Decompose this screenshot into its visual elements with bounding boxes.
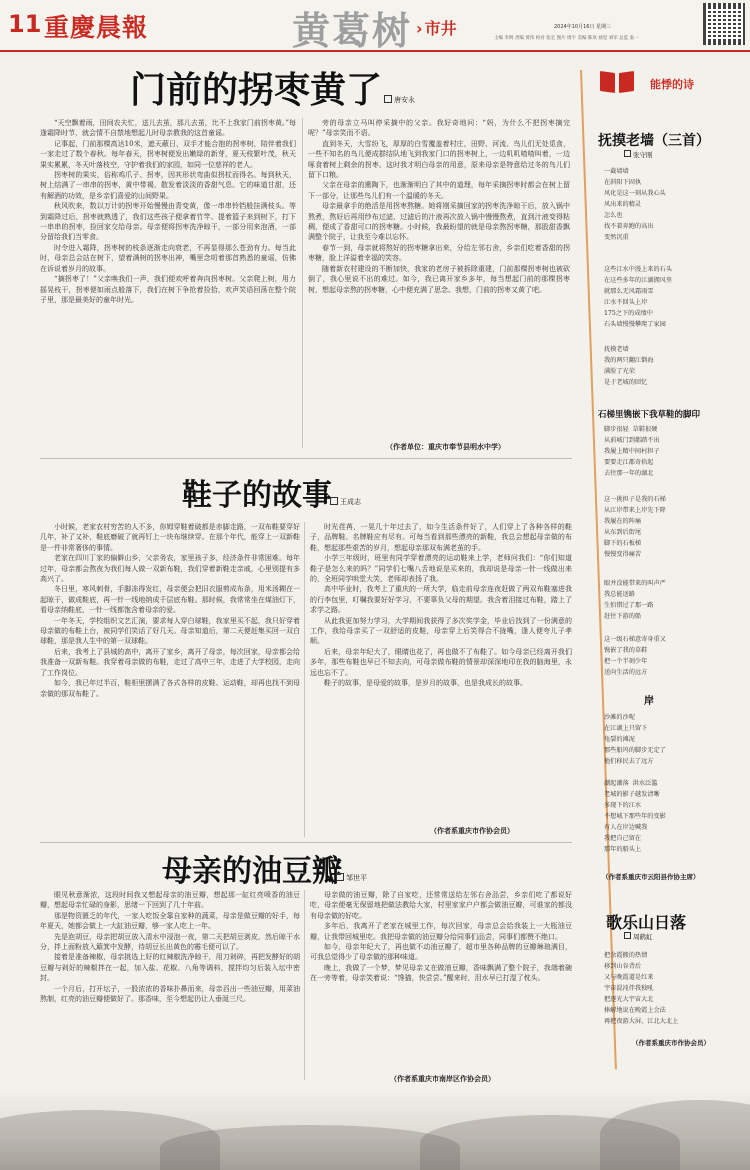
- article-body-col1: [40, 118, 296, 451]
- paragraph: 老家在四川丁家的偏僻山乡，父亲务农，家里孩子多，经济条件非常困难。每年过年，母亲都会熬夜为我们每人做一双新布鞋，我们穿着新鞋走亲戚，心里别提有多高兴了。: [40, 554, 300, 584]
- poem-stanza: 沙滩的沙呢 在江湖上只留下 龟裂的滩泥 那些船坞的脚步无定了 他们移民去了远方: [604, 714, 666, 765]
- editor-credits: 主编 李明 责编 黄伟 校对 张宏 图片 周宇 美编 陈岚 视觉 刘军 总监 张一: [494, 36, 639, 41]
- paragraph: 直到冬天，大雪纷飞，厚厚的白雪覆盖着村庄，田野、河流、鸟儿们无处觅食，一些不知名的鸟儿便成群结队地飞到我家门口的拐枣树上，一边叽叽喳喳叫着，一边啄食着树上剩余的拐枣。这时我才明白母亲的用意，原来母亲是特意给过冬的鸟儿们留下口粮。: [308, 139, 570, 180]
- poem-stanza: 这些江水中漫上来的石头 在这些多年的江湖拥风里 就那么无风霜雨雪 江水不回头上岸 175之下的成绩中 石头墙慢慢攀爬了家园: [604, 266, 673, 328]
- paragraph: 接着是准备辣椒，母亲挑选上好的红辣椒洗净晾干，用刀剁碎，再把发酵好的胡豆瓣与剁好的辣椒拌在一起，加入盐、花椒、八角等调料，搅拌均匀后装入坛中密封。: [40, 953, 300, 983]
- paragraph: 春节一到，母亲就将熬好的拐枣糖拿出来，分给左邻右舍，乡亲们吃着香甜的拐枣糖，脸上洋溢着幸福的笑容。: [308, 243, 570, 263]
- paragraph: 母亲最拿手的绝活是用拐枣熬糖。她将刚采摘回家的拐枣洗净晾干后，放入锅中熬煮，熬好后再用纱布过滤，过滤后的汁液再次放入锅中慢慢熬煮，直到汁液变得粘稠，便成了香甜可口的拐枣糖。小时候，我最盼望的就是母亲熬拐枣糖，那股甜香飘满整个院子，让我至今难以忘怀。: [308, 202, 570, 242]
- issue-date: 2024年10月16日 星期三: [554, 24, 612, 30]
- poem-author: 张守刚: [624, 150, 653, 159]
- poem-stanza: 一截墙墙 在斜阳下固执 风化是这一刻从我心头 风出来的精灵 怎么也 找不着奔跑的高出 变然沉重: [604, 168, 666, 241]
- paragraph: 小学三年级时，班里有同学穿着漂亮的运动鞋来上学，老师问我们：“你们知道鞋子是怎么来的吗？”同学们七嘴八舌地说是买来的，我却说是母亲一针一线做出来的，全班同学哄堂大笑，老师却表扬了我。: [310, 554, 572, 584]
- article-author: 唐安永: [384, 95, 415, 105]
- open-book-icon: [600, 70, 634, 94]
- paragraph: 那是物资匮乏的年代，一家人吃饭全靠自家种的蔬菜，母亲是做豆瓣的好手，每年夏天，她都会做上一大缸油豆瓣，够一家人吃上一年。: [40, 911, 300, 931]
- article-body-col2: [310, 522, 572, 822]
- poem-stanza: 潮起潮落 洪水泛滥 老城的影子越发清晰 多现下的江水 不想城下那些年的变影 有人在岸边喊我 我把自己留在 那年的船头上: [604, 780, 666, 853]
- paragraph: 如今，母亲年纪大了，再也做不动油豆瓣了，超市里各种品牌的豆瓣琳琅满目，可我总觉得少了母亲做的那种味道。: [310, 943, 572, 962]
- article-signature: （作者系重庆市作协会员）: [430, 827, 514, 835]
- poem-title: 石梯里镌嵌下我草鞋的脚印: [598, 410, 701, 420]
- section-title: 黄葛树: [292, 8, 413, 53]
- poem-stanza: 抚摸老墙 我的两只翻江倒海 满脸了光荣 是于老城的回忆: [604, 346, 654, 386]
- poem-signature: （作者系重庆市云阳县作协主席）: [602, 873, 700, 881]
- paragraph: 时光荏苒，一晃几十年过去了，如今生活条件好了，人们穿上了各种各样的鞋子，品牌鞋、名牌鞋应有尽有。可每当看到那些漂亮的新鞋，我总会想起母亲做的布鞋，想起那些艰苦的岁月，想起母亲那双布满老茧的手。: [310, 523, 572, 552]
- newspaper-name: 重慶晨報: [44, 13, 149, 42]
- paragraph: 从此我更加努力学习，大学期间我获得了多次奖学金，毕业后找到了一份满意的工作，我给母亲买了一双舒适的皮鞋，母亲穿上后笑得合不拢嘴，逢人便夸儿子孝顺。: [310, 616, 572, 646]
- section-divider: [40, 458, 572, 459]
- article-body-col1: [40, 522, 300, 840]
- paragraph: “天空飘着雨，田间农夫忙，送儿去茧，那儿去茧，比不上我家门前拐枣黄。”每逢霜降时节，就会情不自禁地想起儿时母亲教我的这首童谣。: [40, 119, 296, 138]
- poem-title: 歌乐山日落: [606, 913, 687, 932]
- poem-title: 抚摸老墙（三首）: [598, 133, 710, 149]
- poem-author: 周鹤虹: [624, 932, 653, 941]
- paragraph: 鞋子的故事，是母爱的故事，是岁月的故事，也是我成长的故事。: [324, 679, 527, 688]
- paragraph: “摘拐枣了！”父亲唤我们一声，我们便欢呼着奔向拐枣树。父亲爬上树，用力摇晃枝干，拐枣便如雨点般落下，我们在树下争抢着捡拾，欢声笑语回荡在整个院子里，那是最美好的童年时光。: [40, 275, 296, 304]
- paragraph: 如今，我已年过半百，鞋柜里摆满了各式各样的皮鞋、运动鞋，却再也找不到母亲做的那双布鞋了。: [40, 679, 300, 698]
- paragraph: 旁的母亲立马叫停采摘中的父亲。我好奇地问：“妈，为什么不把拐枣摘完呢？”母亲笑而不语。: [308, 119, 570, 138]
- article-body-col1: [40, 890, 300, 1086]
- article-signature: （作者单位：重庆市奉节县明水中学）: [386, 443, 505, 451]
- article-author: 王成志: [330, 497, 361, 507]
- poem-stanza: 眼并没能带来的叫声严 我总能送路 生怕错过了那一路 赶往下游的船: [604, 580, 666, 620]
- paragraph: 时令进入霜降，拐枣树的枝条逐渐走向衰老，不再显得那么苍劲有力。每当此时，母亲总会站在树下，望着满树的拐枣出神，嘴里念叨着那首熟悉的童谣，仿佛在诉说着岁月的故事。: [40, 243, 296, 273]
- paragraph: 冬日里，寒风刺骨，手脚冻得发红，母亲便会把旧衣服剪成布条，用米汤糊在一起晾干，做成鞋底，再一针一线地纳成千层底布鞋。那时候，我常常坐在煤油灯下，看母亲纳鞋底，一针一线都饱含着母亲的爱。: [40, 585, 300, 615]
- paragraph: 一年冬天，学校组织文艺汇演，要求每人穿白球鞋，我家里买不起，我只好穿着母亲做的布鞋上台，被同学们笑话了好几天。母亲知道后，第二天便赶集买回一双白球鞋，那是我人生中的第一双球鞋。: [40, 616, 300, 646]
- paragraph: 一个月后，打开坛子，一股浓浓的香味扑鼻而来，母亲舀出一些油豆瓣，用菜油熬制，红亮的油豆瓣便做好了。那香味，至今想起仍让人垂涎三尺。: [40, 984, 300, 1004]
- poem-stanza: 把余霞搬的热情 移到山谷背后 又与晚霞道是红来 宇宙混沌伴我独吼 把逐光大宇宙大北 捧解地说在晚霞上会法 再把夜游大屏，江北大北上: [604, 952, 679, 1025]
- paragraph: 后来，母亲年纪大了，眼睛也花了，再也做不了布鞋了。如今母亲已经离开我们多年，那些布鞋也早已不知去向，可母亲做布鞋的情景却深深地印在我的脑海里，永远也忘不了。: [310, 647, 572, 677]
- paragraph: 后来，我考上了县城的高中，离开了家乡，离开了母亲，每次回家，母亲都会给我准备一双新布鞋。我穿着母亲做的布鞋，走过了高中三年，走进了大学校园，走向了工作岗位。: [40, 647, 300, 677]
- paragraph: 先是泡胡豆，母亲把胡豆放入清水中浸泡一夜，第二天把胡豆剥皮，然后晾干水分，拌上面粉放入簸箕中发酵，待胡豆长出黄色的霉毛便可以了。: [40, 932, 300, 952]
- masthead: [0, 0, 750, 52]
- article-signature: （作者系重庆市南岸区作协会员）: [390, 1075, 495, 1083]
- article-title: 鞋子的故事: [182, 478, 332, 513]
- qr-code-icon[interactable]: [703, 3, 745, 45]
- column-divider: [302, 118, 303, 448]
- page-number: 11: [8, 10, 42, 38]
- column-divider: [304, 890, 305, 1080]
- subsection-title: › 市井: [416, 16, 457, 39]
- paragraph: 母亲做的油豆瓣，除了自家吃，还常常送给左邻右舍品尝，乡亲们吃了都说好吃，母亲便毫无保留地把做法教给大家，村里家家户户都会做油豆瓣，可谁家的都没有母亲做的好吃。: [310, 891, 572, 920]
- paragraph: 拐枣树的果实，俗称鸡爪子、拐枣，因其形状弯曲似拐杖而得名。每到秋天，树上结满了一串串的拐枣，黄中带褐，散发着淡淡的香甜气息。它的味道甘甜，还有解酒的功效，是乡亲们喜爱的山间野果。: [40, 171, 296, 200]
- poem-signature: （作者系重庆市作协会员）: [632, 1039, 710, 1047]
- poem-stanza: 这一级石梯意寄身重又 镌嵌了我的草鞋 把一个半刻少年 送向生活的远方: [604, 636, 666, 676]
- landscape-illustration: [0, 1088, 750, 1170]
- paragraph: 小时候，老家农村穷苦的人不多，你姆穿鞋着破都是赤脚走路，一双布鞋要穿好几年，补了又补，鞋底磨破了就再钉上一块布继续穿。在那个年代，能穿上一双新鞋是一件非常奢侈的事情。: [40, 523, 300, 552]
- poem-title: 岸: [644, 696, 654, 707]
- section-divider: [40, 842, 572, 843]
- poetry-section-label: 能悸的诗: [650, 78, 694, 91]
- paragraph: 记事起，门前那棵高达10米，遮天蔽日，双手才能合抱的拐枣树，陪伴着我们一家走过了数个春秋。每年春天，拐枣树便发出嫩绿的新芽，夏天枝繁叶茂，秋天果实累累，冬天叶落枝空，守护着我们的家园，如同一位慈祥的老人。: [40, 139, 296, 169]
- poem-stanza: 脚步很轻 草鞋很硬 从前城门到都踏不出 我履上精中间村担子 要要走江都奇拾起 去往那一年的湖北: [604, 426, 660, 477]
- paragraph: 随着新农村建设的不断加快，我家的老房子被拆除重建，门前那棵拐枣树也被砍倒了，我心里说不出的难过。如今，我已离开家乡多年，每当想起门前的那棵拐枣树，想起母亲熬的拐枣糖，心中便充满了思念。我想，门前的拐枣又黄了吧。: [308, 264, 570, 294]
- column-divider: [304, 522, 305, 837]
- paragraph: 晚上，我做了一个梦，梦见母亲又在做油豆瓣，香味飘满了整个院子，我端着碗在一旁等着，母亲笑着说：“馋猫，快尝尝。”醒来时，泪水早已打湿了枕头。: [310, 963, 572, 983]
- article-body-col2: [308, 118, 570, 438]
- paragraph: 多年后，我离开了老家在城里工作，每次回家，母亲总会给我装上一大瓶油豆瓣，让我带回城里吃。我把母亲做的油豆瓣分给同事们品尝，同事们都赞不绝口。: [310, 922, 572, 941]
- poem-stanza: 这一挑担子是我的石梯 从江岸带来上岸先下降 我履在的阵痛 从东到后街尾 脚下的石板梯 慢慢变得痛苦: [604, 496, 666, 558]
- paragraph: 秋风吹来，数以万计的拐枣开始慢慢由青变黄，像一串串铃铛般挂满枝头。等到霜降过后，拐枣就熟透了，我们这些孩子便拿着竹竿、提着篮子来到树下，打下一串串的拐枣，捡回家交给母亲。母亲便将拐枣洗净晾干，一部分用来泡酒，一部分留给我们当零食。: [40, 202, 296, 242]
- paragraph: 眼见秋意渐浓，这段时间我又想起母亲的油豆瓣，想起那一缸红亮喷香的油豆瓣，想起母亲忙碌的身影，思绪一下回到了几十年前。: [40, 891, 300, 910]
- paragraph: 高中毕业时，我考上了重庆的一所大学，临走前母亲连夜赶做了两双布鞋塞进我的行李包里，叮嘱我要好好学习，不要辜负父母的期望。我含着泪接过布鞋，踏上了求学之路。: [310, 585, 572, 615]
- paragraph: 父亲在母亲的熏陶下，也渐渐明白了其中的道理，每年采摘拐枣时都会在树上留下一部分，让那些鸟儿们有一个温暖的冬天。: [308, 181, 570, 200]
- article-title: 门前的拐枣黄了: [130, 69, 383, 111]
- article-author: 邹世平: [336, 873, 367, 883]
- article-title: 母亲的油豆瓣: [162, 854, 342, 889]
- article-body-col2: [310, 890, 572, 1070]
